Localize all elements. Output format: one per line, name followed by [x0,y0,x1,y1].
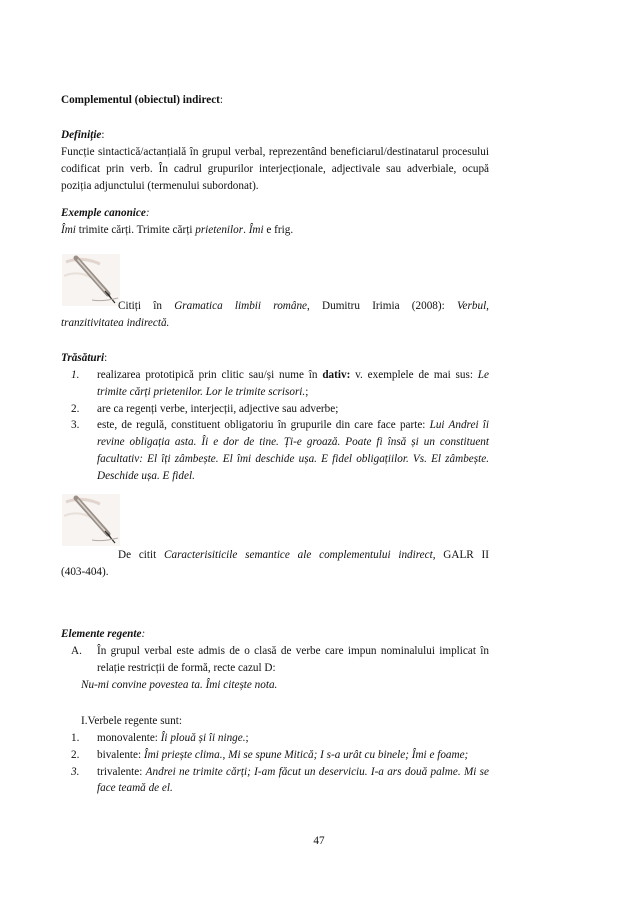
ref2-title: Caracterisiticile semantice ale complementului indirect, [164,549,436,561]
features-label-text: Trăsături [61,352,105,364]
feature-1-text-c: v. exemplele de mai sus: [350,369,478,381]
feature-2-text: are ca regenți verbe, interjecții, adjective sau adverbe; [97,402,339,415]
definition-label-text: Definiție [61,129,102,141]
governing-item-a [61,643,489,677]
feature-1-number: 1. [71,369,80,381]
ref2-text-c: GALR II [435,549,489,561]
feature-item-2 [61,401,489,418]
feature-3-text-a: este, de regulă, constituent obligatoriu în grupurile din care face parte: [97,419,430,432]
verb-1-number: 1. [71,732,80,744]
verb-2-number: 2. [71,748,80,761]
page-number: 47 [313,835,325,847]
verb-1-text-a: monovalente: [97,732,161,744]
verb-1-text-c: ; [245,732,249,744]
feature-2-number: 2. [71,402,80,415]
example-plain-2: . [243,224,249,236]
governing-example [61,677,489,694]
reference-1-line-1 [61,298,489,315]
ref2-text-a: De citit [118,549,165,561]
ref1-text-d: Verbul, [456,300,489,312]
feature-3-number: 3. [71,419,80,432]
governing-intro-text: I.Verbele regente sunt: [81,715,182,727]
feature-1-text-e: ; [305,385,309,398]
section-title: Complementul (obiectul) indirect: [61,94,223,106]
reference-2-line-1 [61,547,489,564]
ref1-text-a: Citiți în [118,300,175,312]
verb-3-italic: Andrei ne trimite cărți; I-am făcut un deserviciu. I-a ars două palme. Mi se face teamă de el. [97,765,489,795]
ref1-title: Gramatica limbii române [174,300,308,312]
governing-a-number: A. [71,645,82,657]
examples-label: Exemple canonice: [61,207,150,219]
examples-text [61,222,489,239]
example-italic-2: prietenilor [195,224,244,236]
governing-elements-label-text: Elemente regente [61,628,142,640]
governing-verbs-list [61,730,489,797]
governing-intro [61,713,489,730]
ref1-line2-text: tranzitivitatea indirectă. [61,317,170,329]
verb-3-text-a: trivalente: [97,765,146,778]
verb-item-2 [61,747,489,764]
reference-2-line-2 [61,564,489,581]
definition-text: Funcție sintactică/actanțială în grupul verbal, reprezentând beneficiarul/destinatarul procesului codificat prin verb. În cadrul grupurilor interjecționale, adjectivale sau adverbiale, ocupă poziția adjunctului (termenului subordonat). [61,146,489,192]
definition-label: Definiție: [61,129,105,141]
verb-item-3 [61,764,489,798]
governing-elements-label: Elemente regente: [61,628,146,640]
ref2-line2-text: (403-404). [61,566,109,578]
ref1-text-c: , Dumitru Irimia (2008): [307,300,457,312]
example-plain-1: trimite cărți. Trimite cărți [75,224,196,236]
example-italic-3: Îmi [248,224,264,236]
reference-1-line-2 [61,315,489,332]
feature-3-italic: Lui Andrei îi revine obligația asta. Îi e dor de tine. Ți-e groază. Poate fi însă și un constituent facultativ: El îți zâmbește. El îmi deschide ușa. E fidel obligațiilor. Vs. El zâmbește. Deschide ușa. E fidel. [97,419,489,482]
feature-1-text-a: realizarea prototipică prin clitic sau/și nume în [97,369,323,381]
feature-1-italic: Le trimite cărți prietenilor. Lor le trimite scrisori. [97,369,489,398]
features-list [61,367,489,485]
verb-item-1 [61,730,489,747]
verb-2-italic: Îmi priește clima., Mi se spune Mitică; I s-a urât cu binele; Îmi e foame; [143,748,469,761]
governing-a-text: În grupul verbal este admis de o clasă de verbe care impun nominalului implicat în relație restricții de formă, recte cazul D: [97,645,489,674]
example-italic-1: Îmi [61,224,76,236]
feature-item-3 [61,417,489,484]
fountain-pen-icon [62,494,120,546]
feature-item-1 [61,367,489,401]
example-plain-3: e frig. [263,224,294,236]
verb-3-number: 3. [71,765,80,778]
verb-2-text-a: bivalente: [97,748,144,761]
verb-1-italic: Îi plouă și îi ninge. [160,732,246,744]
examples-label-text: Exemple canonice [61,207,146,219]
feature-1-bold: dativ: [322,369,351,381]
governing-elements-a [61,643,489,677]
title-text: Complementul (obiectul) indirect [61,94,220,106]
features-label: Trăsături: [61,352,108,364]
governing-example-text: Nu-mi convine povestea ta. Îmi citește nota. [81,679,278,691]
